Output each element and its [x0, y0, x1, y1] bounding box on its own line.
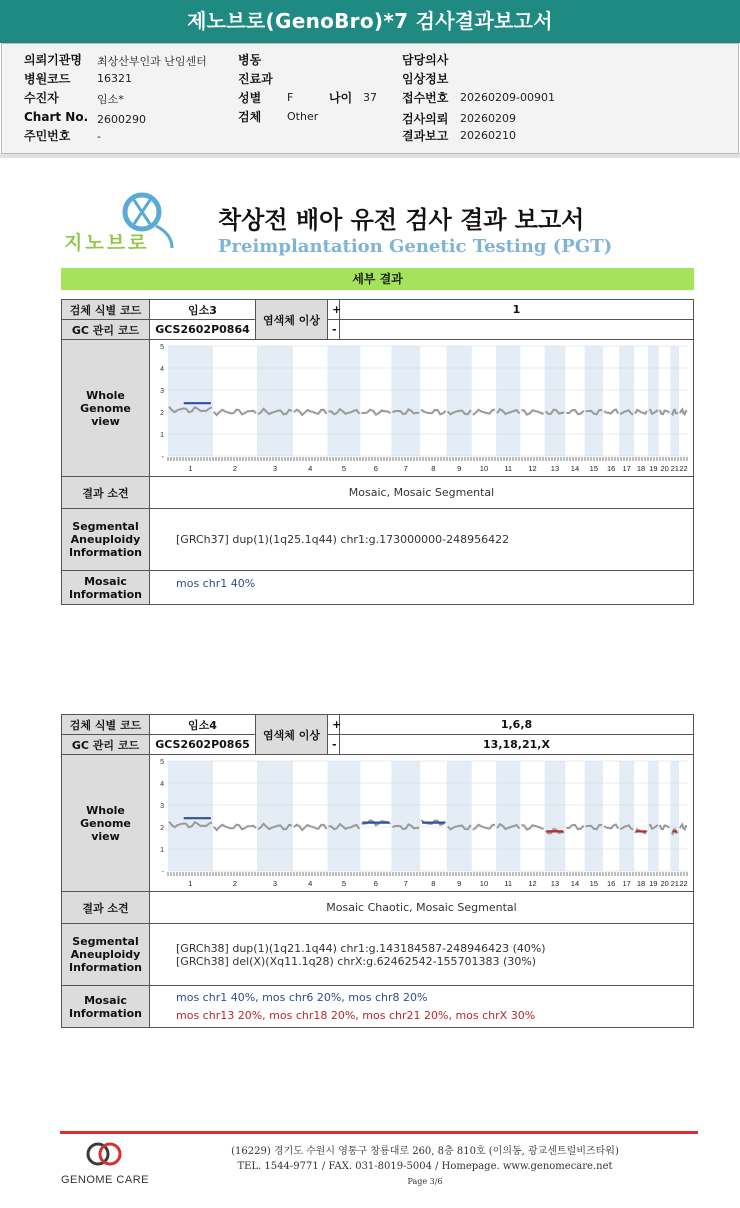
copy-number-trace [473, 410, 495, 415]
y-tick-label: 2 [160, 410, 164, 417]
chromosome-band [496, 761, 520, 871]
chromosome-abnormality-label: 염색체 이상 [256, 300, 328, 340]
sample-id-value: 임소3 [150, 300, 256, 320]
gc-code-value: GCS2602P0864 [150, 320, 256, 340]
chart-no-label: Chart No. [24, 110, 89, 124]
chromosome-band [257, 346, 293, 456]
report-header-title: 제노브로(GenoBro)*7 검사결과보고서 [0, 0, 740, 43]
sex-label: 성별 [238, 91, 262, 105]
x-tick-label: 12 [528, 464, 537, 473]
x-tick-label: 18 [636, 879, 646, 888]
copy-number-trace [680, 824, 687, 829]
x-tick-label: 3 [272, 879, 278, 888]
footer-contact [170, 1144, 680, 1189]
x-tick-label: 14 [570, 879, 580, 888]
result-value: Mosaic Chaotic, Mosaic Segmental [150, 892, 694, 924]
x-tick-label: 9 [457, 464, 462, 473]
x-tick-label: 12 [528, 879, 537, 888]
x-tick-label: 14 [570, 464, 580, 473]
mosaic-label: Mosaic Information [62, 571, 150, 605]
chromosome-band [619, 346, 634, 456]
y-tick-label: 5 [160, 759, 164, 766]
chromosome-band [168, 761, 213, 871]
y-tick-label: 1 [160, 432, 164, 439]
chart-no-value: 2600290 [97, 113, 146, 126]
gc-code-value: GCS2602P0865 [150, 735, 256, 755]
copy-number-trace [214, 825, 256, 831]
hospital-code-label: 병원코드 [24, 72, 71, 86]
mosaic-value [150, 571, 694, 605]
whole-genome-chart [150, 340, 693, 473]
x-tick-label: 6 [373, 464, 378, 473]
chromosome-band [585, 761, 603, 871]
segmental-value [150, 509, 694, 571]
specimen-label: 검체 [238, 110, 262, 124]
plus-sign: + [328, 300, 340, 320]
minus-sign: - [328, 735, 340, 755]
copy-number-trace [604, 410, 618, 414]
x-tick-label: 9 [457, 879, 462, 888]
reception-value: 20260209-00901 [460, 91, 555, 104]
x-tick-label: 16 [606, 464, 616, 473]
x-tick-label: 7 [403, 879, 408, 888]
x-tick-label: 2 [232, 464, 238, 473]
copy-number-trace [660, 825, 670, 829]
footer-phone: TEL. 1544-9771 / FAX. 031-8019-5004 / Homepage. www.genomecare.net [237, 1161, 613, 1172]
result-label: 결과 소견 [62, 892, 150, 924]
chromosome-band [391, 346, 420, 456]
chromosome-band [545, 761, 566, 871]
request-label: 검사의뢰 [402, 112, 449, 126]
chromosome-band [447, 761, 472, 871]
chromosome-band [391, 761, 420, 871]
clinical-info-label: 임상정보 [402, 72, 449, 86]
x-tick-label: 8 [431, 879, 436, 888]
chromosome-abnormality-label: 염색체 이상 [256, 715, 328, 755]
chromosome-band [619, 761, 634, 871]
segmental-label: Segmental Aneuploidy Information [62, 509, 150, 571]
report-date-label: 결과보고 [402, 129, 449, 143]
sample-result-table [61, 714, 694, 1028]
y-tick-label: 1 [160, 847, 164, 854]
chromosome-band [648, 761, 659, 871]
mosaic-gain-text: mos chr1 40%, mos chr6 20%, mos chr8 20% [176, 990, 428, 1004]
result-value: Mosaic, Mosaic Segmental [150, 477, 694, 509]
x-tick-label: 15 [589, 464, 599, 473]
resident-id-value: - [97, 130, 101, 143]
x-tick-label: 4 [308, 879, 313, 888]
x-tick-label: 19 [649, 879, 658, 888]
loss-chromosomes [340, 320, 694, 340]
x-tick-label: 16 [606, 879, 616, 888]
x-tick-label: 4 [308, 464, 313, 473]
report-title-korean: 착상전 배아 유전 검사 결과 보고서 [218, 206, 585, 234]
whole-genome-view-label: Whole Genome view [62, 340, 150, 477]
x-tick-label: 8 [431, 464, 436, 473]
gc-code-label: GC 관리 코드 [62, 735, 150, 755]
chromosome-band [496, 346, 520, 456]
reception-label: 접수번호 [402, 91, 449, 105]
copy-number-trace [294, 410, 327, 415]
x-tick-label: 10 [479, 879, 489, 888]
y-tick-label: 5 [160, 344, 164, 351]
x-tick-label: 11 [504, 879, 513, 888]
doctor-label: 담당의사 [402, 53, 449, 67]
x-tick-label: 20 [660, 879, 669, 888]
whole-genome-chart-cell [150, 340, 694, 477]
chromosome-band [257, 761, 293, 871]
age-value: 37 [363, 91, 377, 104]
x-tick-label: 17 [622, 464, 631, 473]
genome-care-icon [58, 1141, 152, 1167]
genome-care-logo [58, 1141, 152, 1186]
genobro-logo [60, 190, 180, 260]
chromosome-band [585, 346, 603, 456]
hospital-value: 최상산부인과 난임센터 [97, 55, 207, 68]
x-tick-label: 13 [550, 464, 560, 473]
x-tick-label: 5 [341, 464, 347, 473]
y-tick-label: - [161, 454, 164, 461]
divider [0, 154, 740, 158]
segmental-value [150, 924, 694, 986]
section-detail-results: 세부 결과 [61, 268, 694, 290]
x-tick-label: 11 [504, 464, 513, 473]
mosaic-value [150, 986, 694, 1028]
chromosome-band [447, 346, 472, 456]
y-tick-label: 3 [160, 803, 164, 810]
y-tick-label: 3 [160, 388, 164, 395]
x-tick-label: 21 [670, 879, 679, 888]
y-tick-label: - [161, 869, 164, 876]
x-tick-label: 22 [679, 879, 688, 888]
copy-number-trace [635, 410, 647, 414]
loss-chromosomes: 13,18,21,X [340, 735, 694, 755]
minus-sign: - [328, 320, 340, 340]
resident-id-label: 주민번호 [24, 129, 71, 143]
mosaic-gain-text: mos chr1 40% [176, 577, 256, 590]
chromosome-band [168, 346, 213, 456]
sex-value: F [287, 91, 294, 104]
whole-genome-chart-cell [150, 755, 694, 892]
dept-label: 진료과 [238, 72, 273, 86]
x-tick-label: 10 [479, 464, 489, 473]
result-label: 결과 소견 [62, 477, 150, 509]
patient-label: 수진자 [24, 91, 59, 105]
chromosome-band [670, 346, 679, 456]
x-tick-label: 1 [188, 464, 193, 473]
report-title-english: Preimplantation Genetic Testing (PGT) [218, 236, 613, 257]
mosaic-loss-text: mos chr13 20%, mos chr18 20%, mos chr21 20%, mos chrX 30% [176, 1008, 536, 1022]
x-tick-label: 15 [589, 879, 599, 888]
patient-value: 임소* [97, 93, 124, 106]
copy-number-trace [660, 410, 670, 414]
x-tick-label: 2 [232, 879, 238, 888]
plus-sign: + [328, 715, 340, 735]
x-tick-label: 1 [188, 879, 193, 888]
x-tick-label: 5 [341, 879, 347, 888]
chromosome-band [648, 346, 659, 456]
sample-id-value: 임소4 [150, 715, 256, 735]
copy-number-trace [294, 825, 327, 830]
specimen-value: Other [287, 110, 319, 123]
y-tick-label: 4 [160, 366, 164, 373]
footer-address: (16229) 경기도 수원시 영통구 창룡대로 260, 8층 810호 (이의동, 광교센트럴비즈타워) [231, 1146, 619, 1157]
sample-result-table [61, 299, 694, 605]
chromosome-band [328, 761, 361, 871]
segmental-line: [GRCh38] del(X)(Xq11.1q28) chrX:g.62462542-155701383 (30%) [176, 954, 537, 968]
segmental-label: Segmental Aneuploidy Information [62, 924, 150, 986]
x-tick-label: 18 [636, 464, 646, 473]
ward-label: 병동 [238, 53, 262, 67]
x-tick-label: 13 [550, 879, 560, 888]
gain-chromosomes: 1,6,8 [340, 715, 694, 735]
segmental-line: [GRCh38] dup(1)(1q21.1q44) chr1:g.143184587-248946423 (40%) [176, 941, 546, 955]
x-tick-label: 6 [373, 879, 378, 888]
copy-number-trace [680, 409, 687, 414]
sample-id-label: 검체 식별 코드 [62, 300, 150, 320]
age-label: 나이 [329, 91, 353, 105]
mosaic-label: Mosaic Information [62, 986, 150, 1028]
gc-code-label: GC 관리 코드 [62, 320, 150, 340]
copy-number-trace [214, 410, 256, 416]
hospital-label: 의뢰기관명 [24, 53, 82, 67]
chromosome-band [545, 346, 566, 456]
sample-id-label: 검체 식별 코드 [62, 715, 150, 735]
x-tick-label: 3 [272, 464, 278, 473]
copy-number-trace [604, 825, 618, 829]
gain-chromosomes: 1 [340, 300, 694, 320]
x-tick-label: 22 [679, 464, 688, 473]
chromosome-band [328, 346, 361, 456]
hospital-code-value: 16321 [97, 72, 132, 85]
y-tick-label: 2 [160, 825, 164, 832]
whole-genome-view-label: Whole Genome view [62, 755, 150, 892]
patient-info-panel [1, 43, 739, 154]
page-number: Page 3/6 [407, 1177, 443, 1186]
x-tick-label: 19 [649, 464, 658, 473]
footer-divider [60, 1131, 698, 1134]
x-tick-label: 20 [660, 464, 669, 473]
report-date-value: 20260210 [460, 129, 516, 142]
segmental-line: [GRCh37] dup(1)(1q25.1q44) chr1:g.173000000-248956422 [176, 533, 510, 546]
logo-text: 지노브로 [64, 232, 150, 254]
x-tick-label: 17 [622, 879, 631, 888]
request-value: 20260209 [460, 112, 516, 125]
chromosome-band [670, 761, 679, 871]
x-tick-label: 7 [403, 464, 408, 473]
copy-number-trace [473, 825, 495, 830]
y-tick-label: 4 [160, 781, 164, 788]
footer-brand: GENOME CARE [60, 1174, 149, 1186]
x-tick-label: 21 [670, 464, 679, 473]
whole-genome-chart [150, 755, 693, 888]
